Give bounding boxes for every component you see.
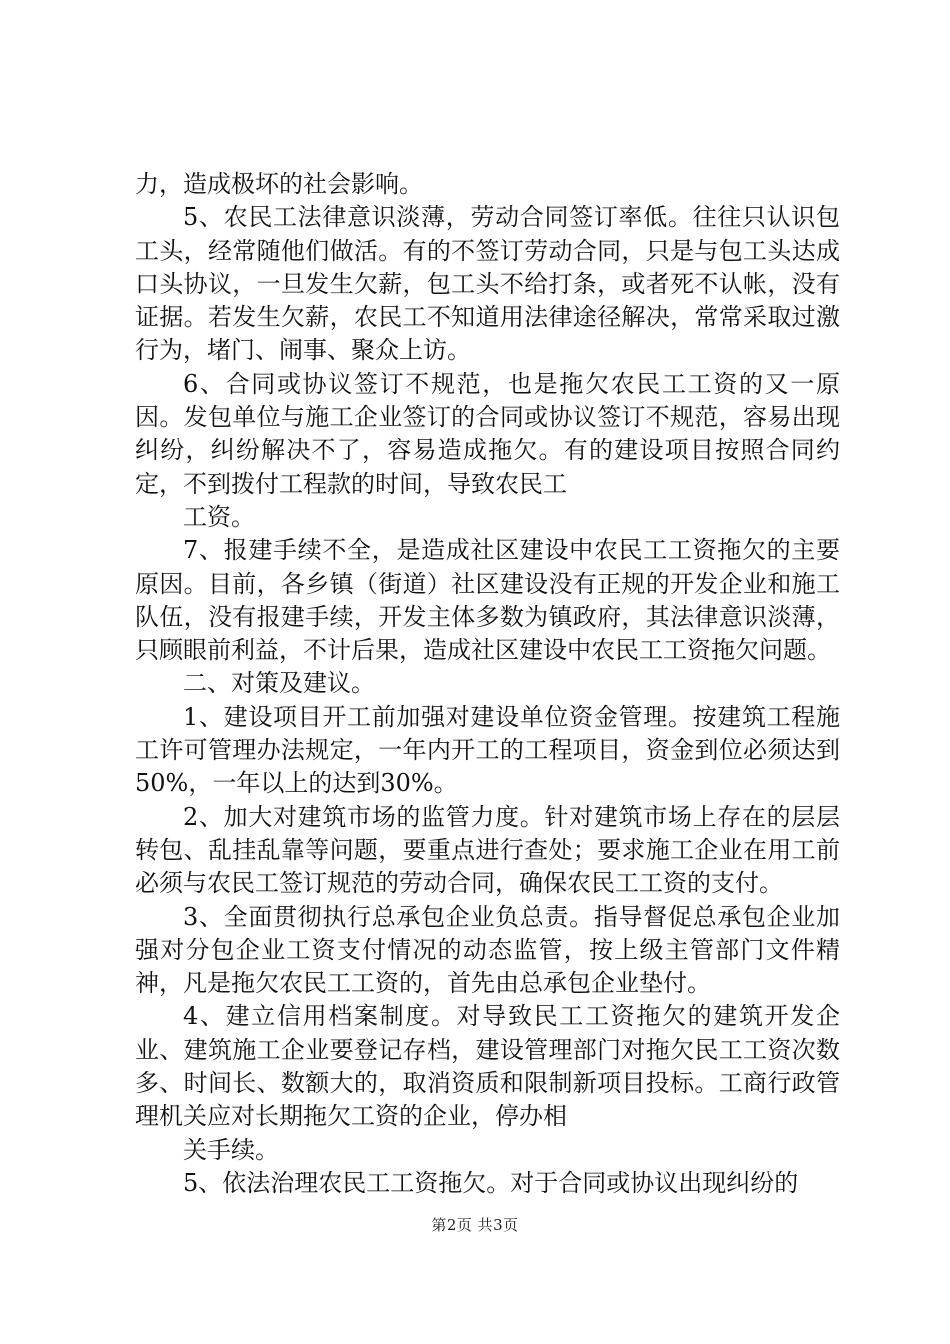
paragraph: 4、建立信用档案制度。对导致民工工资拖欠的建筑开发企业、建筑施工企业要登记存档，建设管理部门对拖欠民工工资次数多、时间长、数额大的，取消资质和限制新项目投标。工商行政管理机关应对长期拖欠工资的企业，停办相: [135, 1002, 840, 1131]
paragraph: 3、全面贯彻执行总承包企业负总责。指导督促总承包企业加强对分包企业工资支付情况的动态监管，按上级主管部门文件精神，凡是拖欠农民工工资的，首先由总承包企业垫付。: [135, 902, 840, 998]
paragraph: 2、加大对建筑市场的监管力度。针对建筑市场上存在的层层转包、乱挂乱靠等问题，要重点进行查处；要求施工企业在用工前必须与农民工签订规范的劳动合同，确保农民工工资的支付。: [135, 802, 840, 898]
paragraph: 工资。: [183, 502, 255, 531]
section-heading: 二、对策及建议。: [183, 669, 375, 698]
paragraph: 5、依法治理农民工工资拖欠。对于合同或协议出现纠纷的: [183, 1168, 799, 1197]
paragraph: 力，造成极坏的社会影响。: [135, 170, 423, 198]
page-footer: 第2页 共3页: [431, 1216, 519, 1234]
paragraph: 7、报建手续不全，是造成社区建设中农民工工资拖欠的主要原因。目前，各乡镇（街道）社区建设没有正规的开发企业和施工队伍，没有报建手续，开发主体多数为镇政府，其法律意识淡薄，只顾眼前利益，不计后果，造成社区建设中农民工工资拖欠问题。: [135, 536, 840, 665]
paragraph: 1、建设项目开工前加强对建设单位资金管理。按建筑工程施工许可管理办法规定，一年内开工的工程项目，资金到位必须达到50%，一年以上的达到30%。: [135, 702, 840, 798]
paragraph: 5、农民工法律意识淡薄，劳动合同签订率低。往往只认识包工头，经常随他们做活。有的不签订劳动合同，只是与包工头达成口头协议，一旦发生欠薪，包工头不给打条，或者死不认帐，没有证据。若发生欠薪，农民工不知道用法律途径解决，常常采取过激行为，堵门、闹事、聚众上访。: [135, 203, 840, 365]
paragraph: 关手续。: [183, 1135, 279, 1164]
document-body: [135, 168, 840, 1200]
paragraph: 6、合同或协议签订不规范，也是拖欠农民工工资的又一原因。发包单位与施工企业签订的合同或协议签订不规范，容易出现纠纷，纠纷解决不了，容易造成拖欠。有的建设项目按照合同约定，不到拨付工程款的时间，导致农民工: [135, 369, 840, 498]
